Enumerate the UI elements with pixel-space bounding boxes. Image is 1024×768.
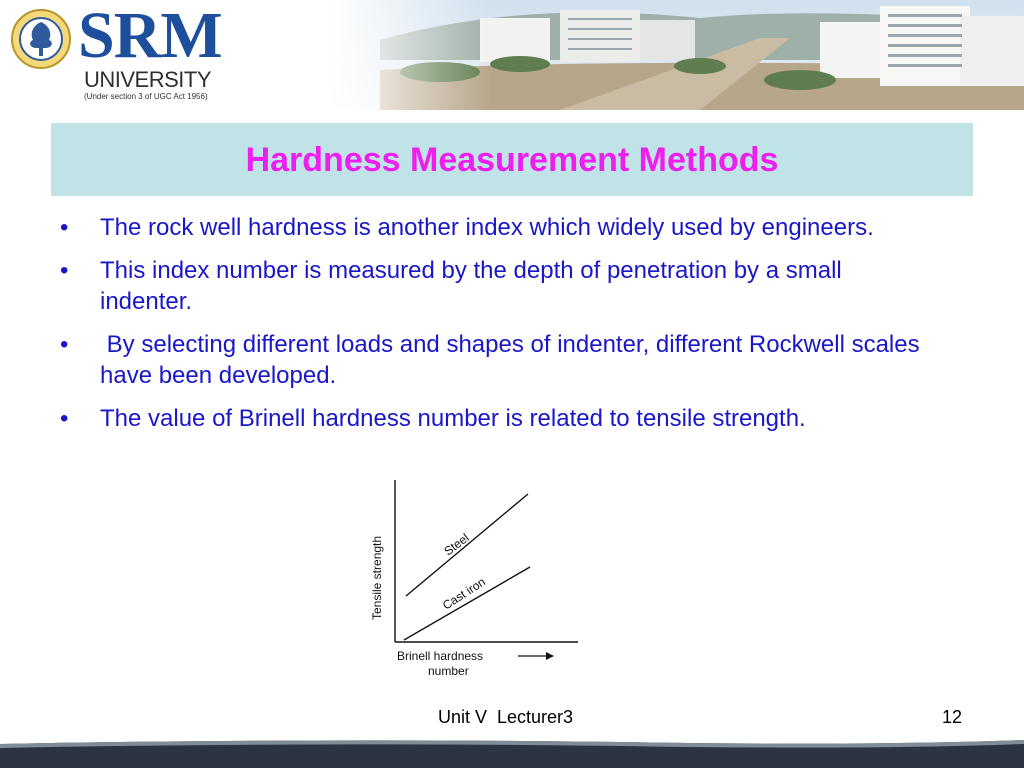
title-band bbox=[51, 123, 973, 196]
x-axis-label-line2: number bbox=[428, 664, 469, 678]
brand-name: SRM bbox=[78, 0, 222, 72]
bullet-item bbox=[58, 212, 938, 243]
bullet-item bbox=[58, 329, 938, 391]
footer-stripe bbox=[0, 734, 1024, 768]
bullet-text: By selecting different loads and shapes of indenter, different Rockwell scales have been developed. bbox=[100, 331, 927, 389]
cast-iron-line bbox=[404, 567, 530, 640]
bullet-icon: • bbox=[60, 214, 69, 241]
bullet-icon: • bbox=[60, 257, 69, 284]
page-number: 12 bbox=[942, 707, 963, 727]
steel-label: Steel bbox=[441, 530, 472, 559]
bullet-icon: • bbox=[60, 405, 69, 432]
footer-label: Unit V Lecturer3 bbox=[438, 707, 574, 727]
x-axis-label-line1: Brinell hardness bbox=[397, 649, 484, 663]
x-axis-arrow-icon bbox=[518, 652, 554, 660]
bullet-text: This index number is measured by the depth of penetration by a small indenter. bbox=[100, 257, 842, 315]
university-logo bbox=[4, 2, 234, 106]
brand-note: (Under section 3 of UGC Act 1956) bbox=[84, 92, 208, 101]
bullet-item bbox=[58, 255, 938, 317]
bullet-list bbox=[58, 212, 938, 446]
bullet-icon: • bbox=[60, 331, 69, 358]
y-axis-label: Tensile strength bbox=[370, 535, 384, 620]
university-seal-icon bbox=[10, 8, 72, 70]
bullet-text: The rock well hardness is another index which widely used by engineers. bbox=[100, 214, 874, 241]
cast-iron-label: Cast iron bbox=[440, 574, 488, 613]
header-banner bbox=[0, 0, 1024, 110]
graph-axes bbox=[395, 480, 578, 642]
hardness-strength-graph bbox=[360, 474, 580, 684]
bullet-text: The value of Brinell hardness number is related to tensile strength. bbox=[100, 405, 806, 432]
brand-subtitle: UNIVERSITY bbox=[84, 67, 212, 92]
bullet-item bbox=[58, 403, 938, 434]
slide-title: Hardness Measurement Methods bbox=[245, 140, 779, 179]
